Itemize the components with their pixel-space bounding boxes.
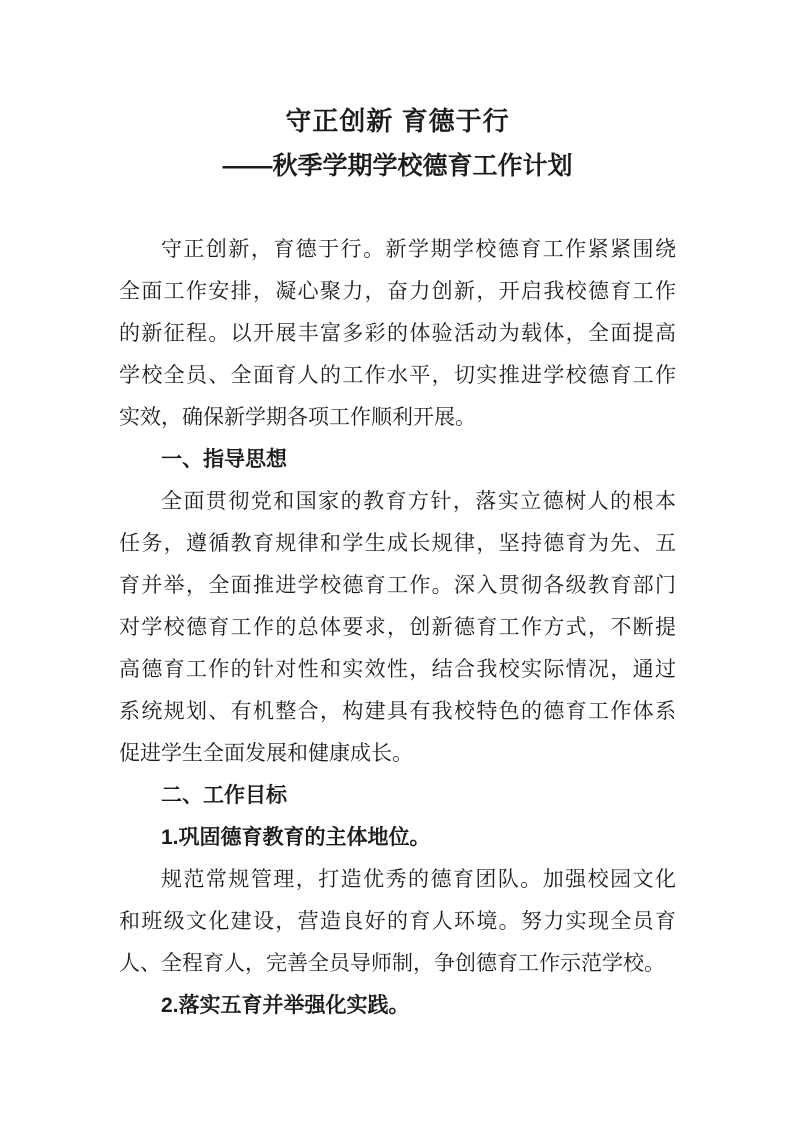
- document-blocks: [119, 229, 676, 1027]
- text-line: 规范常规管理，打造优秀的德育团队。加强校园文化: [161, 868, 676, 891]
- text-line: 和班级文化建设，营造良好的育人环境。努力实现全员育: [119, 910, 676, 933]
- text-line: 育并举，全面推进学校德育工作。深入贯彻各级教育部门: [119, 574, 676, 597]
- text-line: 全面贯彻党和国家的教育方针，落实立德树人的根本: [161, 490, 676, 513]
- text-line: 高德育工作的针对性和实效性，结合我校实际情况，通过: [119, 658, 676, 681]
- text-line: 2.落实五育并举强化实践。: [161, 994, 410, 1017]
- text-line: 一、指导思想: [161, 448, 287, 471]
- text-line: 1.巩固德育教育的主体地位。: [161, 826, 431, 849]
- text-line: 促进学生全面发展和健康成长。: [119, 742, 413, 765]
- title-block: [119, 99, 676, 189]
- text-line: 守正创新，育德于行。新学期学校德育工作紧紧围绕: [161, 238, 676, 261]
- paragraph-intro: [119, 229, 676, 439]
- document-content: [119, 99, 676, 1027]
- text-line: 学校全员、全面育人的工作水平，切实推进学校德育工作: [119, 364, 676, 387]
- text-line: 二、工作目标: [161, 784, 287, 807]
- subheading-goal-2: [119, 985, 676, 1027]
- text-line: 全面工作安排，凝心聚力，奋力创新，开启我校德育工作: [119, 280, 676, 303]
- paragraph-guiding-ideology: [119, 481, 676, 775]
- text-line: 人、全程育人，完善全员导师制，争创德育工作示范学校。: [119, 952, 665, 975]
- document-title: 守正创新 育德于行: [285, 106, 510, 136]
- text-line: 系统规划、有机整合，构建具有我校特色的德育工作体系: [119, 700, 676, 723]
- text-line: 的新征程。以开展丰富多彩的体验活动为载体，全面提高: [119, 322, 676, 345]
- text-line: 对学校德育工作的总体要求，创新德育工作方式，不断提: [119, 616, 676, 639]
- document-subtitle: ——秋季学期学校德育工作计划: [222, 152, 573, 180]
- heading-work-goals: [119, 775, 676, 817]
- text-line: 实效，确保新学期各项工作顺利开展。: [119, 406, 476, 429]
- text-line: 任务，遵循教育规律和学生成长规律，坚持德育为先、五: [119, 532, 676, 555]
- heading-guiding-ideology: [119, 439, 676, 481]
- paragraph-goal-1: [119, 859, 676, 985]
- subheading-goal-1: [119, 817, 676, 859]
